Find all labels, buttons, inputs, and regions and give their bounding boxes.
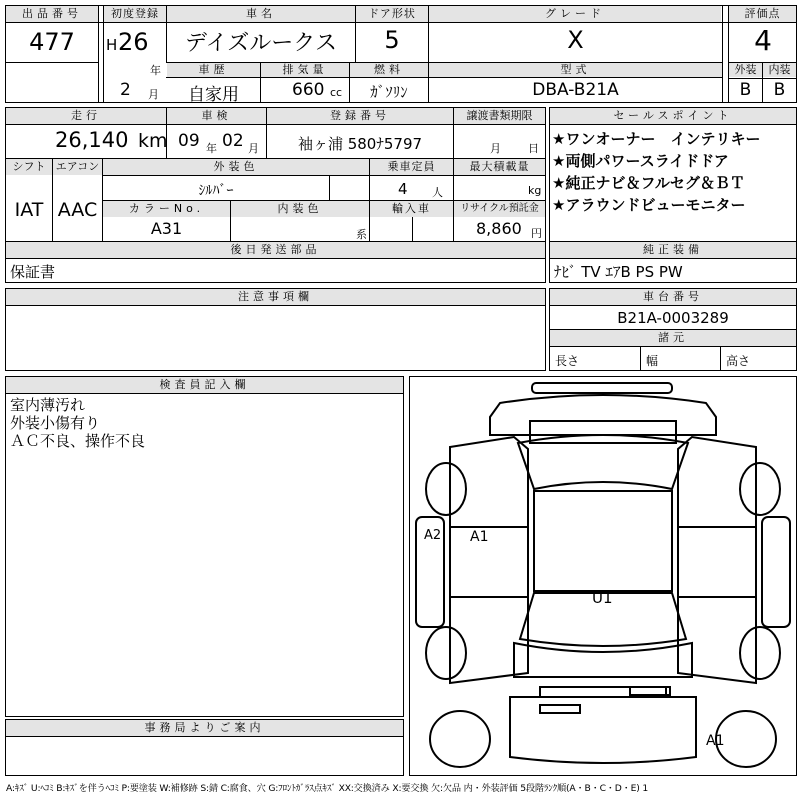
interior-color-label: 内装色 xyxy=(231,201,369,217)
fuel-label: 燃料 xyxy=(350,63,428,77)
lot-number: 477 xyxy=(29,28,75,56)
model: DBA-B21A xyxy=(532,80,619,100)
car-diagram xyxy=(409,376,797,776)
ext-label: 外装 xyxy=(729,63,762,77)
damage-mark-a1-side: A1 xyxy=(470,529,489,545)
score: 4 xyxy=(754,24,772,57)
shift-label: シフト xyxy=(6,159,52,175)
int-grade: B xyxy=(773,80,786,100)
displacement-unit: cc xyxy=(330,86,343,99)
car-name: デイズルークス xyxy=(184,31,338,56)
door-type: 5 xyxy=(384,26,400,54)
displacement-label: 排気量 xyxy=(261,63,349,77)
inspector-note-3: ＡＣ不良、操作不良 xyxy=(10,432,146,450)
seats-unit: 人 xyxy=(432,186,443,199)
equipment-value: ﾅﾋﾞ TV ｴｱB PS PW xyxy=(554,263,683,281)
sales-point-1: ★ワンオーナー インテリキー xyxy=(552,130,761,148)
chassis-label: 車台番号 xyxy=(550,289,796,305)
sales-point-4: ★アラウンドビューモニター xyxy=(552,196,746,214)
interior-color-unit: 系 xyxy=(356,228,367,241)
plate-number: 袖ヶ浦 580ﾅ5797 xyxy=(297,135,423,153)
recycle-label: リサイクル預託金 xyxy=(454,201,545,217)
month-unit: 月 xyxy=(148,88,159,101)
int-label: 内装 xyxy=(763,63,796,77)
plate-label: 登録番号 xyxy=(267,108,453,124)
history-label: 車歴 xyxy=(167,63,260,77)
shift: IAT xyxy=(14,199,44,221)
ext-grade: B xyxy=(739,80,752,100)
year-unit: 年 xyxy=(150,64,161,77)
inspection-year-unit: 年 xyxy=(206,142,217,155)
sales-points-label: セールスポイント xyxy=(550,108,796,124)
first-reg-month: 2 xyxy=(120,80,131,100)
first-reg-label: 初度登録 xyxy=(104,6,166,22)
transfer-day: 日 xyxy=(528,142,539,155)
load-label: 最大積載量 xyxy=(454,159,545,175)
legend: A:ｷｽﾞ U:ﾍｺﾐ B:ｷｽﾞを伴うﾍｺﾐ P:要塗装 W:補修跡 S:錆 C:腐食、穴 G:ﾌﾛﾝﾄｶﾞﾗｽ点ｷｽﾞ XX:交換済み X:要交換 欠:欠品 内・外装評価 5段階ﾗﾝｸ順(A・B・C・D・E) 1 xyxy=(6,783,649,794)
inspector-note-1: 室内薄汚れ xyxy=(10,396,86,414)
dims-label: 諸元 xyxy=(550,330,796,346)
recycle-unit: 円 xyxy=(531,227,542,240)
color-no-label: カラーNo. xyxy=(103,201,230,217)
dims-length: 長さ xyxy=(555,354,580,368)
inspector-note-2: 外装小傷有り xyxy=(10,414,101,432)
damage-mark-a2: A2 xyxy=(424,528,442,543)
sales-point-2: ★両側パワースライドドア xyxy=(552,152,729,170)
damage-mark-a1-rear: A1 xyxy=(706,733,725,749)
name-label: 車名 xyxy=(167,6,355,22)
transfer-month: 月 xyxy=(490,142,501,155)
damage-mark-u1: U1 xyxy=(592,589,613,607)
car-diagram-svg xyxy=(410,377,796,775)
notes-label: 注意事項欄 xyxy=(6,289,545,305)
displacement: 660 xyxy=(292,80,325,100)
history: 自家用 xyxy=(188,85,239,105)
inspection-month: 02 xyxy=(222,131,244,151)
dims-width: 幅 xyxy=(646,354,659,368)
grade-label: グレード xyxy=(429,6,721,22)
inspection-label: 車検 xyxy=(167,108,266,124)
seats-label: 乗車定員 xyxy=(370,159,453,175)
model-label: 型式 xyxy=(429,63,722,77)
era: H xyxy=(106,36,118,54)
lot-label: 出品番号 xyxy=(6,6,98,22)
door-label: ドア形状 xyxy=(356,6,428,22)
load-unit: kg xyxy=(528,184,542,197)
import-label: 輸入車 xyxy=(370,201,453,217)
fuel: ｶﾞｿﾘﾝ xyxy=(370,83,408,101)
color-no: A31 xyxy=(150,219,183,238)
ac: AAC xyxy=(57,199,98,221)
seats: 4 xyxy=(398,180,408,198)
office-label: 事務局よりご案内 xyxy=(6,720,403,736)
dims-height: 高さ xyxy=(726,354,751,368)
ac-label: エアコン xyxy=(53,159,102,175)
mileage-label: 走行 xyxy=(6,108,166,124)
equipment-label: 純正装備 xyxy=(550,242,796,258)
recycle-deposit: 8,860 xyxy=(476,219,522,238)
first-reg-year: 26 xyxy=(118,28,149,56)
exterior-color: ｼﾙﾊﾞｰ xyxy=(198,183,234,199)
mileage: 26,140 xyxy=(55,128,129,152)
inspector-label: 検査員記入欄 xyxy=(6,377,403,393)
mileage-unit: km xyxy=(138,130,168,152)
chassis-number: B21A-0003289 xyxy=(617,309,729,327)
inspection-year: 09 xyxy=(178,131,200,151)
parts-label: 後日発送部品 xyxy=(6,242,545,258)
transfer-label: 譲渡書類期限 xyxy=(454,108,545,124)
grade: X xyxy=(567,26,584,54)
exterior-color-label: 外装色 xyxy=(103,159,369,175)
inspection-month-unit: 月 xyxy=(248,142,259,155)
parts-value: 保証書 xyxy=(10,263,56,281)
score-label: 評価点 xyxy=(729,6,796,22)
sales-point-3: ★純正ナビ＆フルセグ＆ＢＴ xyxy=(552,174,745,192)
